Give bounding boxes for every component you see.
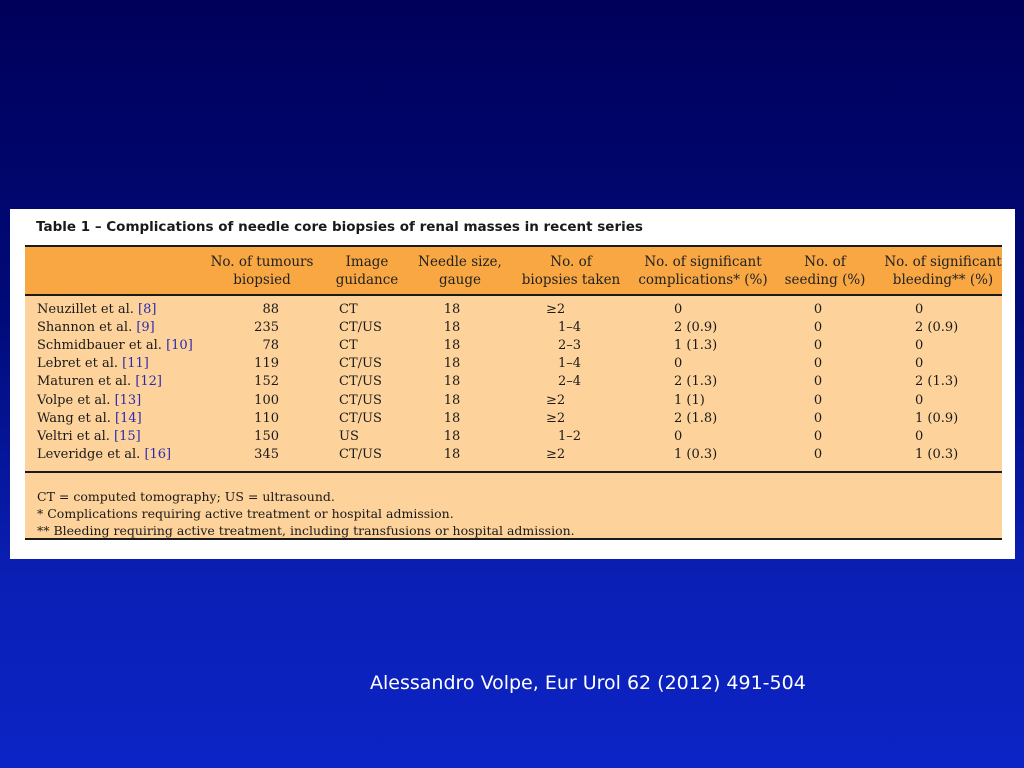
footnote-complications: * Complications requiring active treatment or hospital admission.: [37, 506, 454, 521]
cell-bleeding: 0: [915, 356, 924, 372]
header-needle-line2: gauge: [438, 272, 482, 288]
cell-study: [37, 319, 155, 337]
cell-needle: 18: [443, 410, 461, 426]
cell-study: [37, 373, 162, 391]
cell-seeding: 0: [813, 356, 823, 372]
cell-bleeding: 2 (0.9): [915, 320, 959, 336]
cell-complications: 1 (0.3): [674, 446, 718, 462]
cell-complications: 2 (1.8): [674, 410, 718, 426]
cell-biopsies: ≥2: [546, 302, 566, 317]
cell-bleeding: 1 (0.9): [915, 410, 959, 426]
table-body-rule: [25, 471, 1002, 473]
study-reference: [13]: [114, 392, 142, 408]
cell-seeding: 0: [813, 446, 823, 462]
footnote-bleeding: ** Bleeding requiring active treatment, including transfusions or hospital admission.: [37, 523, 575, 538]
cell-tumours: 152: [254, 374, 279, 390]
cell-seeding: 0: [813, 410, 823, 426]
study-reference: [16]: [144, 446, 172, 462]
header-complications-line2: complications* (%): [638, 272, 768, 288]
cell-study: [37, 337, 193, 355]
cell-needle: 18: [443, 446, 461, 462]
cell-tumours: 110: [254, 410, 279, 426]
table-top-rule: [25, 245, 1002, 247]
cell-complications: 2 (1.3): [674, 374, 718, 390]
footnote-abbreviations: CT = computed tomography; US = ultrasound.: [37, 489, 335, 504]
header-tumours-line2: biopsied: [233, 272, 291, 288]
cell-tumours: 100: [254, 392, 279, 408]
table-row: [25, 410, 1002, 428]
cell-bleeding: 0: [915, 392, 924, 408]
cell-study: [37, 428, 141, 446]
cell-guidance: CT/US: [339, 392, 382, 408]
study-name: Maturen et al.: [37, 374, 132, 390]
cell-biopsies: ≥2: [546, 392, 566, 408]
cell-seeding: 0: [813, 392, 823, 408]
study-reference: [15]: [114, 428, 141, 444]
table-row: [25, 373, 1002, 391]
header-bleeding-line2: bleeding** (%): [892, 272, 994, 288]
table-row: [25, 337, 1002, 355]
header-tumours-line1: No. of tumours: [210, 254, 314, 270]
study-name: Wang et al.: [37, 410, 111, 426]
cell-bleeding: 0: [915, 428, 924, 444]
cell-seeding: 0: [813, 302, 823, 317]
header-seeding: [785, 253, 866, 289]
study-reference: [8]: [138, 302, 157, 317]
table-caption: Table 1 – Complications of needle core biopsies of renal masses in recent series: [36, 219, 643, 235]
table-row: [25, 355, 1002, 373]
header-biopsies-line2: biopsies taken: [521, 272, 621, 288]
cell-guidance: CT/US: [339, 320, 382, 336]
header-needle-line1: Needle size,: [418, 254, 502, 270]
table-row: [25, 428, 1002, 446]
cell-tumours: 235: [254, 320, 279, 336]
study-name: Leveridge et al.: [37, 446, 141, 462]
cell-bleeding: 0: [915, 302, 924, 317]
header-biopsies-line1: No. of: [550, 254, 592, 270]
cell-needle: 18: [443, 374, 461, 390]
cell-seeding: 0: [813, 374, 823, 390]
header-guidance: [336, 253, 399, 289]
cell-needle: 18: [443, 428, 461, 444]
study-name: Veltri et al.: [37, 428, 110, 444]
header-needle: [418, 253, 502, 289]
cell-seeding: 0: [813, 428, 823, 444]
cell-guidance: CT: [339, 302, 358, 317]
cell-complications: 1 (1): [674, 392, 705, 408]
citation-text: Alessandro Volpe, Eur Urol 62 (2012) 491-504: [370, 672, 806, 694]
cell-guidance: CT/US: [339, 446, 382, 462]
cell-tumours: 150: [254, 428, 279, 444]
study-reference: [10]: [166, 338, 193, 354]
cell-biopsies: ≥2: [546, 446, 566, 462]
header-biopsies: [522, 253, 621, 289]
study-name: Volpe et al.: [37, 392, 111, 408]
header-guidance-line1: Image: [345, 254, 389, 270]
cell-biopsies: 1–4: [558, 356, 582, 372]
header-bleeding: [884, 253, 1001, 289]
cell-guidance: CT/US: [339, 374, 382, 390]
table-row: [25, 446, 1002, 464]
cell-complications: 2 (0.9): [674, 320, 718, 336]
study-reference: [11]: [122, 356, 149, 372]
cell-tumours: 119: [254, 356, 279, 372]
table-row: [25, 319, 1002, 337]
cell-bleeding: 0: [915, 338, 924, 354]
study-name: Neuzillet et al.: [37, 302, 134, 317]
header-complications-line1: No. of significant: [644, 254, 762, 270]
cell-complications: 0: [674, 302, 683, 317]
cell-needle: 18: [443, 320, 461, 336]
cell-needle: 18: [443, 302, 461, 317]
cell-complications: 0: [674, 356, 683, 372]
complications-table: [25, 245, 1002, 540]
cell-guidance: CT/US: [339, 356, 382, 372]
table-row: [25, 392, 1002, 410]
cell-biopsies: 1–2: [558, 428, 582, 444]
table-header-rule: [25, 294, 1002, 296]
cell-study: [37, 301, 156, 319]
table-row: [25, 301, 1002, 319]
cell-biopsies: 2–3: [558, 338, 582, 354]
cell-study: [37, 355, 149, 373]
cell-needle: 18: [443, 338, 461, 354]
cell-biopsies: 2–4: [558, 374, 582, 390]
cell-complications: 1 (1.3): [674, 338, 718, 354]
header-guidance-line2: guidance: [335, 272, 399, 288]
cell-guidance: CT/US: [339, 410, 382, 426]
study-name: Schmidbauer et al.: [37, 338, 162, 354]
study-name: Shannon et al.: [37, 320, 133, 336]
cell-biopsies: ≥2: [546, 410, 566, 426]
cell-guidance: CT: [339, 338, 358, 354]
cell-tumours: 78: [262, 338, 279, 354]
cell-complications: 0: [674, 428, 683, 444]
header-complications: [638, 253, 767, 289]
cell-seeding: 0: [813, 338, 823, 354]
study-reference: [12]: [135, 374, 162, 390]
header-tumours: [211, 253, 314, 289]
header-seeding-line2: seeding (%): [784, 272, 866, 288]
cell-tumours: 88: [262, 302, 279, 317]
cell-study: [37, 392, 141, 410]
cell-study: [37, 446, 171, 464]
cell-seeding: 0: [813, 320, 823, 336]
header-seeding-line1: No. of: [804, 254, 846, 270]
cell-bleeding: 1 (0.3): [915, 446, 959, 462]
cell-tumours: 345: [254, 446, 279, 462]
cell-bleeding: 2 (1.3): [915, 374, 959, 390]
cell-biopsies: 1–4: [558, 320, 582, 336]
study-name: Lebret et al.: [37, 356, 119, 372]
cell-needle: 18: [443, 392, 461, 408]
study-reference: [14]: [115, 410, 142, 426]
header-bleeding-line1: No. of significant: [884, 254, 1002, 270]
cell-guidance: US: [339, 428, 359, 444]
table-image-panel: [10, 209, 1015, 559]
cell-needle: 18: [443, 356, 461, 372]
cell-study: [37, 410, 142, 428]
study-reference: [9]: [136, 320, 155, 336]
